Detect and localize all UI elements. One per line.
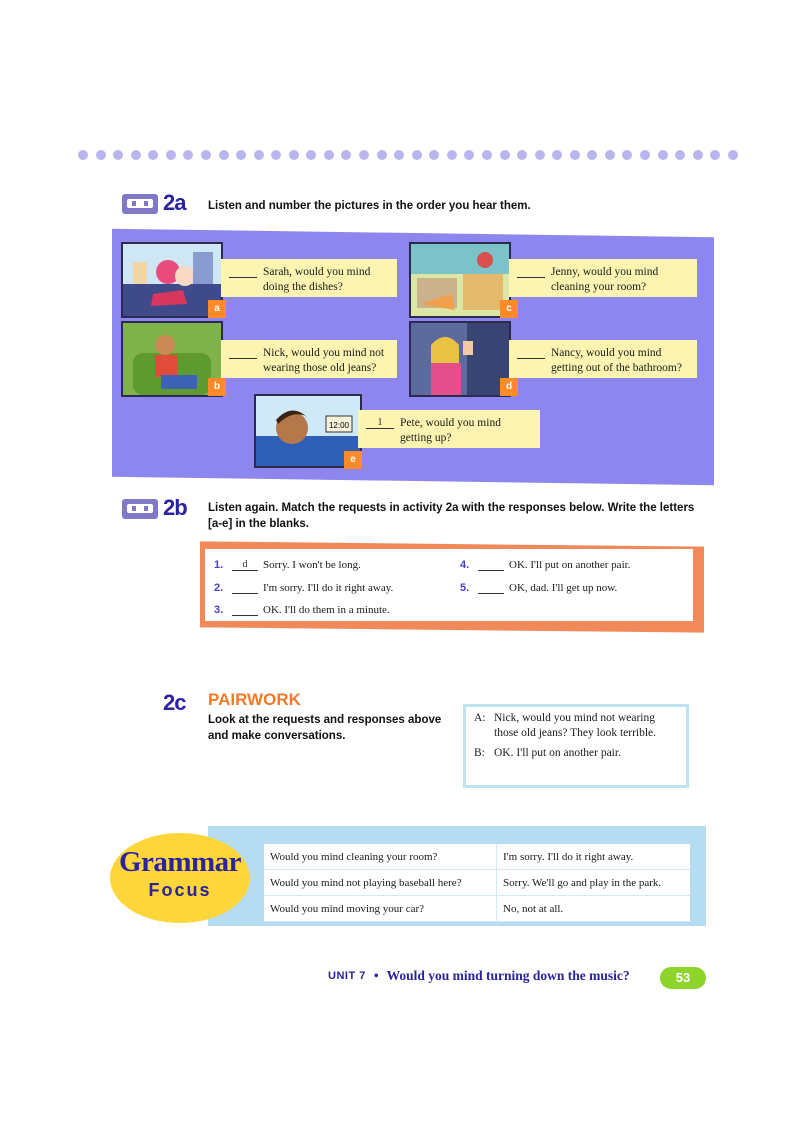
response-1-text: Sorry. I won't be long. [263, 559, 361, 571]
cassette-icon [122, 499, 158, 519]
response-4-blank[interactable] [478, 559, 504, 571]
grammar-row [264, 870, 690, 896]
unit-label: UNIT 7 [328, 970, 366, 982]
request-text-a: Sarah, would you mind doing the dishes? [263, 266, 371, 293]
activity-2b-number: 2b [163, 495, 187, 520]
response-3-number: 3. [214, 604, 224, 616]
picture-c-label: c [500, 300, 518, 318]
bubble-e [358, 410, 540, 448]
response-3-blank[interactable] [232, 604, 258, 616]
request-text-b: Nick, would you mind not wearing those old jeans? [263, 347, 385, 374]
cassette-icon [122, 194, 158, 214]
request-text-e: Pete, would you mind getting up? [400, 417, 501, 444]
page-footer [328, 968, 630, 984]
pairwork-title: PAIRWORK [208, 690, 301, 709]
response-5 [460, 582, 617, 594]
request-text-d: Nancy, would you mind getting out of the bathroom? [551, 347, 682, 374]
response-4-number: 4. [460, 559, 470, 571]
dotted-divider [78, 150, 738, 164]
response-5-number: 5. [460, 582, 470, 594]
response-4 [460, 559, 630, 571]
picture-b-label: b [208, 378, 226, 396]
response-2-number: 2. [214, 582, 224, 594]
picture-d [409, 321, 511, 397]
response-4-text: OK. I'll put on another pair. [509, 559, 631, 571]
grammar-row [264, 844, 690, 870]
answer-blank-c[interactable] [517, 265, 545, 278]
grammar-focus-subtitle: Focus [148, 880, 212, 900]
speaker-b: B: [474, 747, 485, 759]
grammar-focus-title: Grammar [118, 846, 242, 878]
grammar-response: Sorry. We'll go and play in the park. [497, 870, 691, 896]
unit-title: Would you mind turning down the music? [386, 968, 630, 983]
picture-e-label: e [344, 451, 362, 469]
response-5-text: OK, dad. I'll get up now. [509, 582, 618, 594]
response-3 [214, 604, 390, 616]
speaker-a: A: [474, 712, 486, 724]
bubble-c [509, 259, 697, 297]
request-text-c: Jenny, would you mind cleaning your room? [551, 266, 659, 293]
response-3-text: OK. I'll do them in a minute. [263, 604, 390, 616]
conversation-line-b [474, 746, 680, 761]
picture-c [409, 242, 511, 318]
answer-blank-b[interactable] [229, 346, 257, 359]
activity-2c-instruction: Look at the requests and responses above and make conversations. [208, 714, 442, 742]
answer-blank-a[interactable] [229, 265, 257, 278]
footer-separator: • [373, 968, 379, 983]
grammar-row [264, 896, 690, 922]
response-1 [214, 559, 361, 571]
line-a: Nick, would you mind not wearing those old jeans? They look terrible. [494, 712, 657, 739]
response-5-blank[interactable] [478, 582, 504, 594]
grammar-focus-table [264, 844, 690, 922]
activity-2c-number: 2c [163, 690, 186, 715]
activity-2b-instruction: Listen again. Match the requests in activity 2a with the responses below. Write the letters [a-e] in the blanks. [208, 502, 695, 530]
alarm-clock-display: 12:00 [328, 421, 350, 430]
picture-a-label: a [208, 300, 226, 318]
picture-d-label: d [500, 378, 518, 396]
activity-2a-number: 2a [163, 190, 186, 215]
activity-2a-instruction: Listen and number the pictures in the order you hear them. [208, 200, 531, 212]
answer-blank-e[interactable]: 1 [366, 416, 394, 429]
grammar-request: Would you mind moving your car? [264, 896, 497, 922]
page-number: 53 [660, 967, 706, 989]
response-2-text: I'm sorry. I'll do it right away. [263, 582, 394, 594]
line-b: OK. I'll put on another pair. [494, 747, 621, 759]
conversation-line-a [474, 711, 680, 741]
grammar-response: No, not at all. [497, 896, 691, 922]
grammar-request: Would you mind not playing baseball here? [264, 870, 497, 896]
response-2 [214, 582, 393, 594]
answer-blank-d[interactable] [517, 346, 545, 359]
response-1-blank[interactable]: d [232, 559, 258, 571]
bubble-b [221, 340, 397, 378]
grammar-response: I'm sorry. I'll do it right away. [497, 844, 691, 870]
bubble-d [509, 340, 697, 378]
bubble-a [221, 259, 397, 297]
response-2-blank[interactable] [232, 582, 258, 594]
response-1-number: 1. [214, 559, 224, 571]
grammar-request: Would you mind cleaning your room? [264, 844, 497, 870]
conversation-box [463, 704, 689, 788]
